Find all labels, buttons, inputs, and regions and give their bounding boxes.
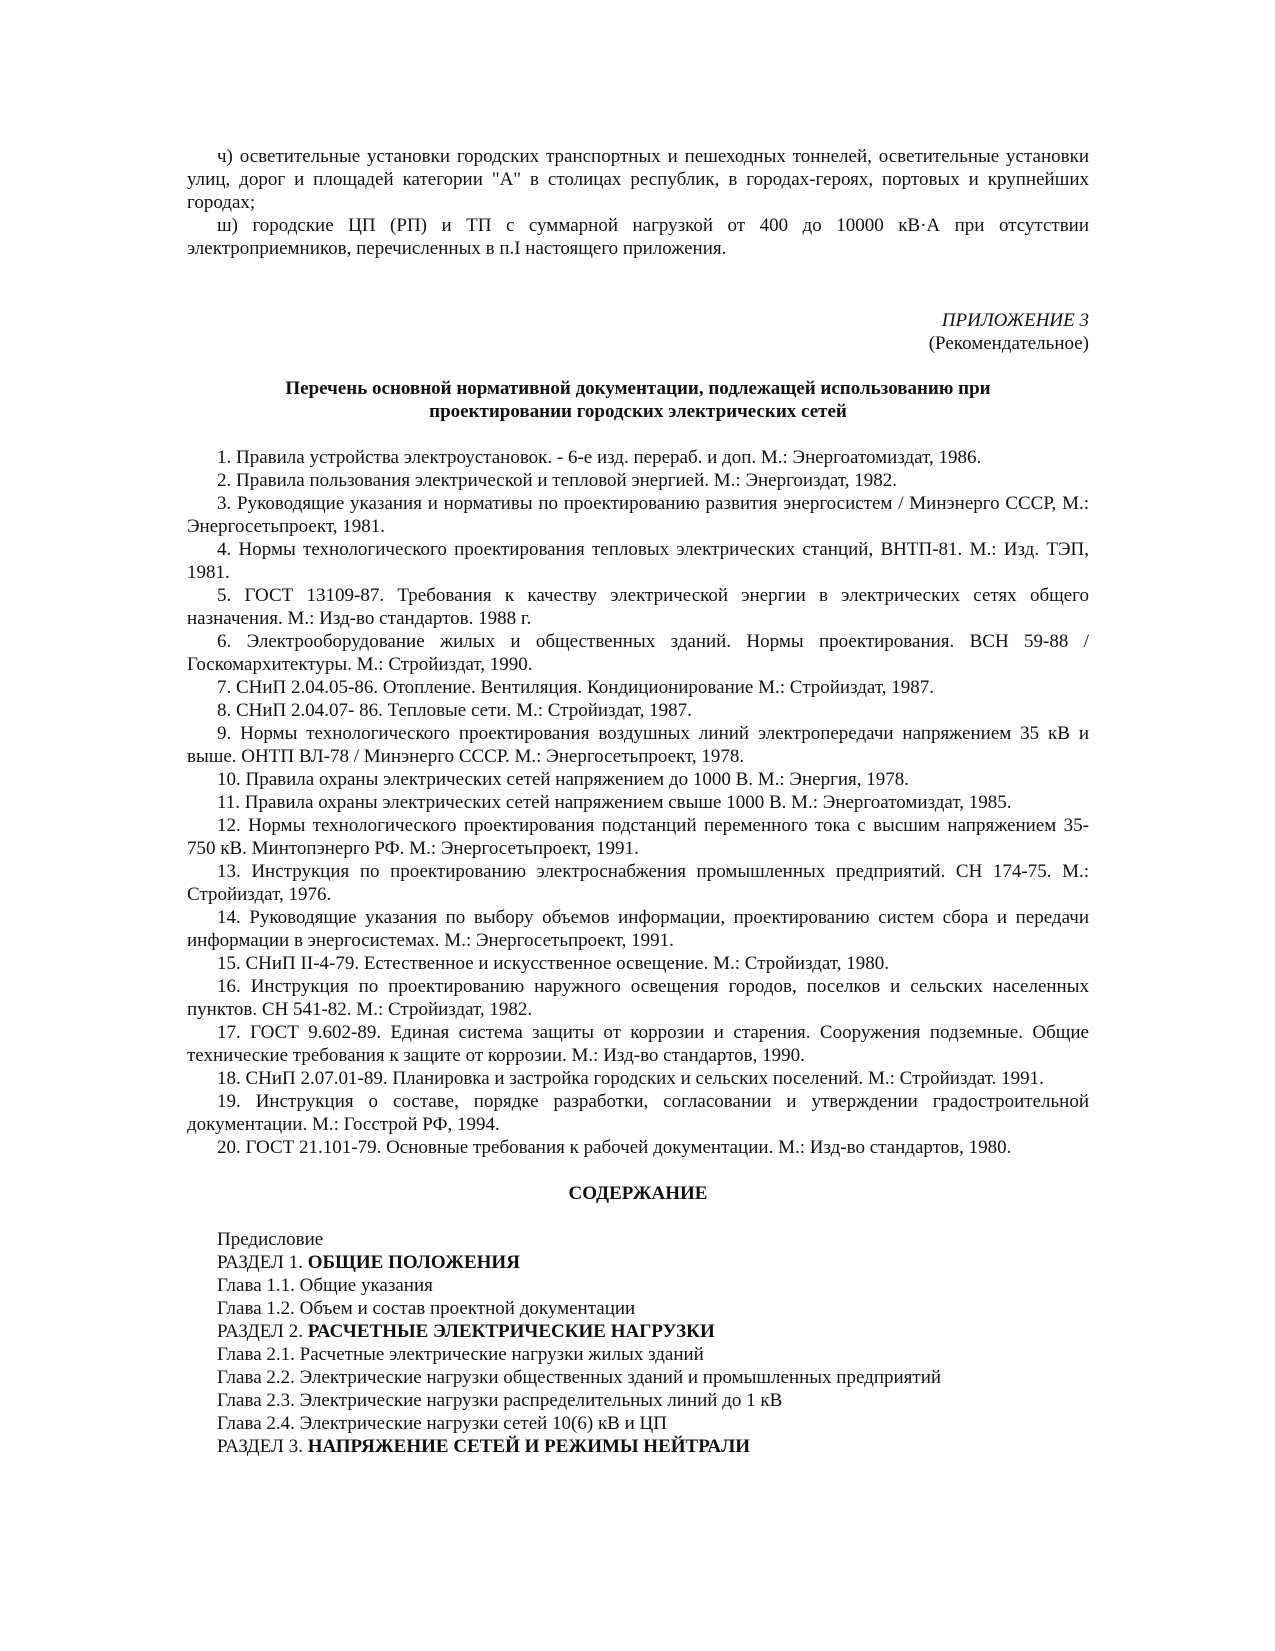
- intro-paragraph-ch: ч) осветительные установки городских транспортных и пешеходных тоннелей, осветительные установки улиц, дорог и площадей категории "А" в столицах республик, в городах-героях, портовых и крупнейших городах;: [187, 146, 1089, 213]
- reference-item: 9. Нормы технологического проектирования воздушных линий электропередачи напряжением 35 кВ и выше. ОНТП ВЛ-78 / Минэнерго СССР. М.: Энергосетьпроект, 1978.: [187, 723, 1089, 767]
- reference-item: 19. Инструкция о составе, порядке разработки, согласовании и утверждении градостроительной документации. М.: Госстрой РФ, 1994.: [187, 1091, 1089, 1135]
- reference-item: 8. СНиП 2.04.07- 86. Тепловые сети. М.: Стройиздат, 1987.: [217, 700, 692, 721]
- intro-section: [187, 145, 1089, 260]
- toc-entry-text: Предисловие: [217, 1229, 324, 1250]
- reference-item: 11. Правила охраны электрических сетей напряжением свыше 1000 В. М.: Энергоатомиздат, 1985.: [217, 792, 1012, 813]
- toc-entry: [217, 1251, 1089, 1274]
- reference-item: 15. СНиП II-4-79. Естественное и искусственное освещение. М.: Стройиздат, 1980.: [217, 953, 889, 974]
- toc-entry-text: Глава 1.1. Общие указания: [217, 1275, 433, 1296]
- toc-entry-bold: ОБЩИЕ ПОЛОЖЕНИЯ: [307, 1252, 520, 1273]
- reference-item: 3. Руководящие указания и нормативы по проектированию развития энергосистем / Минэнерго СССР, М.: Энергосетьпроект, 1981.: [187, 493, 1089, 537]
- document-page: [187, 145, 1089, 1458]
- toc-entry: [217, 1366, 1089, 1389]
- reference-item: 14. Руководящие указания по выбору объемов информации, проектированию систем сбора и передачи информации в энергосистемах. М.: Энергосетьпроект, 1991.: [187, 907, 1089, 951]
- toc-entry-bold: РАСЧЕТНЫЕ ЭЛЕКТРИЧЕСКИЕ НАГРУЗКИ: [307, 1321, 715, 1342]
- reference-item: 17. ГОСТ 9.602-89. Единая система защиты от коррозии и старения. Сооружения подземные. Общие технические требования к защите от коррозии. М.: Изд-во стандартов, 1990.: [187, 1022, 1089, 1066]
- toc-entry: [217, 1389, 1089, 1412]
- appendix-title: ПРИЛОЖЕНИЕ 3: [941, 310, 1089, 331]
- reference-item: 20. ГОСТ 21.101-79. Основные требования к рабочей документации. М.: Изд-во стандартов, 1980.: [217, 1137, 1012, 1158]
- reference-item: 5. ГОСТ 13109-87. Требования к качеству электрической энергии в электрических сетях общего назначения. М.: Изд-во стандартов. 1988 г.: [187, 585, 1089, 629]
- toc-entry-text: РАЗДЕЛ 1.: [217, 1252, 308, 1273]
- reference-item: 10. Правила охраны электрических сетей напряжением до 1000 В. М.: Энергия, 1978.: [217, 769, 910, 790]
- reference-item: 18. СНиП 2.07.01-89. Планировка и застройка городских и сельских поселений. М.: Стройиздат. 1991.: [217, 1068, 1044, 1089]
- reference-item: 16. Инструкция по проектированию наружного освещения городов, поселков и сельских населенных пунктов. СН 541-82. М.: Стройиздат, 1982.: [187, 976, 1089, 1020]
- toc-entry: [217, 1343, 1089, 1366]
- reference-item: 6. Электрооборудование жилых и общественных зданий. Нормы проектирования. ВСН 59-88 / Госкомархитектуры. М.: Стройиздат, 1990.: [187, 631, 1089, 675]
- toc-entry-text: РАЗДЕЛ 2.: [217, 1321, 308, 1342]
- toc-entry-bold: НАПРЯЖЕНИЕ СЕТЕЙ И РЕЖИМЫ НЕЙТРАЛИ: [307, 1436, 751, 1457]
- toc-entry-text: Глава 1.2. Объем и состав проектной документации: [217, 1298, 636, 1319]
- toc-entry-text: Глава 2.1. Расчетные электрические нагрузки жилых зданий: [217, 1344, 704, 1365]
- reference-item: 2. Правила пользования электрической и тепловой энергией. М.: Энергоиздат, 1982.: [217, 470, 897, 491]
- reference-list-title: Перечень основной нормативной документации, подлежащей использованию при проектировании городских электрических сетей: [285, 378, 991, 422]
- reference-item: 12. Нормы технологического проектирования подстанций переменного тока с высшим напряжением 35-750 кВ. Минтопэнерго РФ. М.: Энергосетьпроект, 1991.: [187, 815, 1089, 859]
- toc-entry-text: Глава 2.4. Электрические нагрузки сетей 10(6) кВ и ЦП: [217, 1413, 667, 1434]
- appendix-subtitle: (Рекомендательное): [928, 333, 1089, 354]
- reference-item: 7. СНиП 2.04.05-86. Отопление. Вентиляция. Кондиционирование М.: Стройиздат, 1987.: [217, 677, 934, 698]
- reference-item: 4. Нормы технологического проектирования тепловых электрических станций, ВНТП-81. М.: Изд. ТЭП, 1981.: [187, 539, 1089, 583]
- table-of-contents: [187, 1228, 1089, 1458]
- appendix-header: [187, 309, 1089, 355]
- reference-list: [187, 446, 1089, 1159]
- toc-entry: [217, 1228, 1089, 1251]
- toc-entry: [217, 1320, 1089, 1343]
- toc-entry-text: РАЗДЕЛ 3.: [217, 1436, 308, 1457]
- toc-entry-text: Глава 2.2. Электрические нагрузки общественных зданий и промышленных предприятий: [217, 1367, 942, 1388]
- toc-entry: [217, 1274, 1089, 1297]
- toc-entry: [217, 1297, 1089, 1320]
- reference-item: 1. Правила устройства электроустановок. - 6-е изд. перераб. и доп. М.: Энергоатомиздат, 1986.: [217, 447, 982, 468]
- toc-entry-text: Глава 2.3. Электрические нагрузки распределительных линий до 1 кВ: [217, 1390, 783, 1411]
- reference-item: 13. Инструкция по проектированию электроснабжения промышленных предприятий. СН 174-75. М.: Стройиздат, 1976.: [187, 861, 1089, 905]
- toc-title: СОДЕРЖАНИЕ: [568, 1183, 708, 1204]
- intro-paragraph-sh: ш) городские ЦП (РП) и ТП с суммарной нагрузкой от 400 до 10000 кВ·А при отсутствии электроприемников, перечисленных в п.I настоящего приложения.: [187, 215, 1089, 259]
- toc-entry: [217, 1412, 1089, 1435]
- toc-entry: [217, 1435, 1089, 1458]
